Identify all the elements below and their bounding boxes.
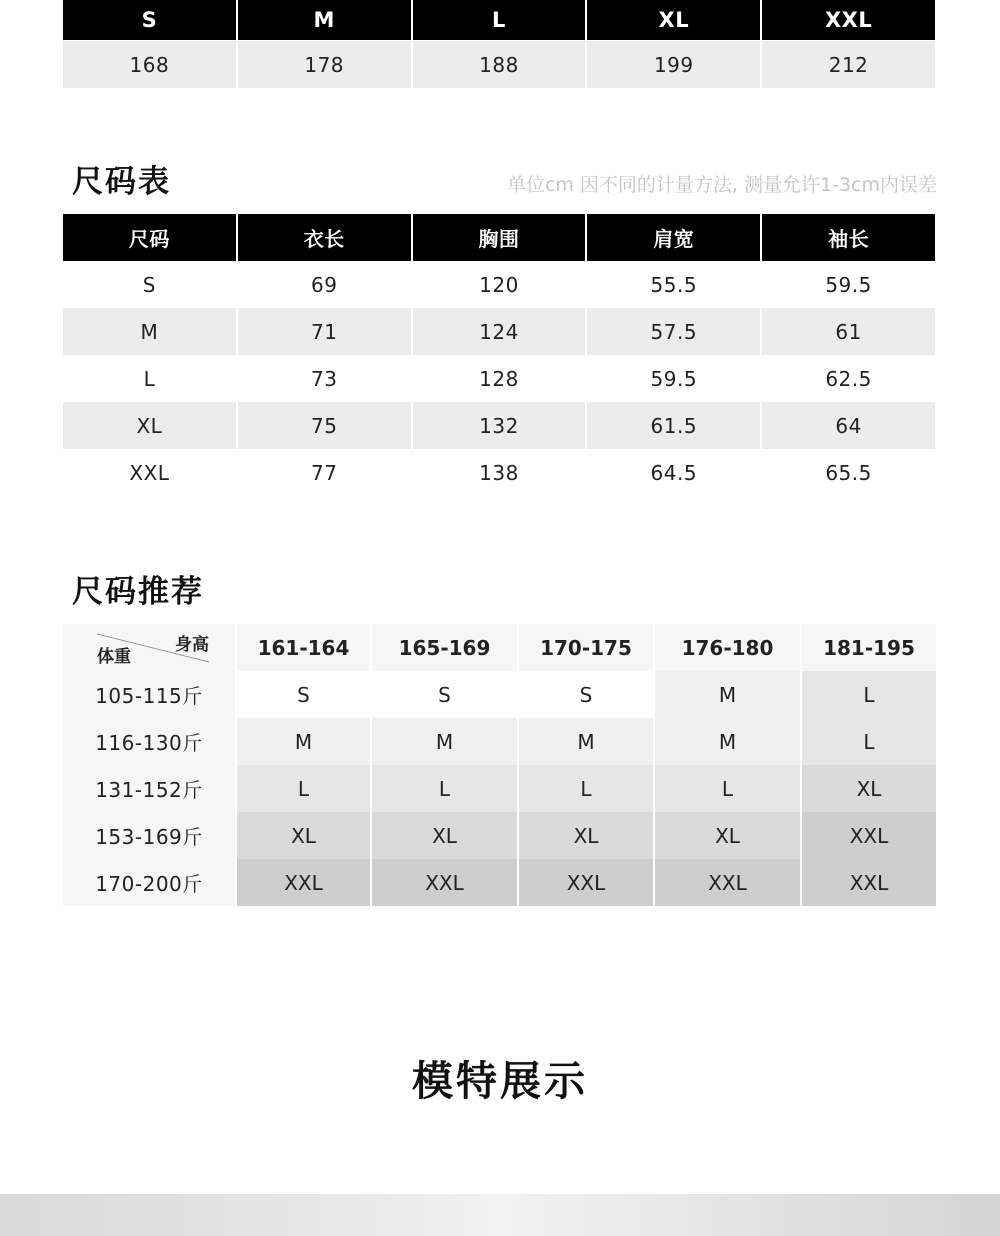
table-header-row xyxy=(63,624,937,671)
table-cell: 59.5 xyxy=(650,366,698,391)
header-cell: 袖长 xyxy=(762,214,935,261)
table-cell: 168 xyxy=(63,41,236,88)
header-cell: L xyxy=(413,0,586,40)
table-cell: 73 xyxy=(310,366,338,391)
header-cell: 胸围 xyxy=(413,214,586,261)
table-cell: 212 xyxy=(762,41,935,88)
table-row xyxy=(63,859,937,906)
table-row xyxy=(63,765,937,812)
table-cell: XL xyxy=(802,765,936,812)
height-axis-label: 身高 xyxy=(175,635,209,655)
table-row xyxy=(63,449,937,496)
model-showcase-title: 模特展示 xyxy=(412,1057,588,1105)
unit-note: 单位cm 因不同的计量方法, 测量允许1-3cm内误差 xyxy=(506,174,937,196)
table-cell: XXL xyxy=(237,859,370,906)
table-cell: 199 xyxy=(587,41,760,88)
table-cell: 188 xyxy=(413,41,586,88)
table-cell: 138 xyxy=(479,460,519,485)
table-cell: 55.5 xyxy=(650,272,698,297)
size-chart-table xyxy=(63,214,937,496)
header-cell: 衣长 xyxy=(238,214,411,261)
weight-header: 116-130斤 xyxy=(63,718,235,765)
table-cell: XXL xyxy=(802,812,936,859)
table-header-row xyxy=(63,214,937,261)
table-cell: S xyxy=(372,671,517,718)
table-cell: 120 xyxy=(479,272,519,297)
table-row xyxy=(63,671,937,718)
table-cell: XL xyxy=(237,812,370,859)
table-cell: L xyxy=(372,765,517,812)
table-row xyxy=(63,812,937,859)
size-recommend-title: 尺码推荐 xyxy=(72,574,204,610)
table-cell: 59.5 xyxy=(825,272,872,297)
table-cell: 132 xyxy=(413,402,586,449)
table-cell: L xyxy=(519,765,653,812)
height-header: 181-195 xyxy=(802,624,936,671)
table-cell: XL xyxy=(655,812,800,859)
weight-axis-label: 体重 xyxy=(97,647,131,667)
table-cell: XL xyxy=(63,402,236,449)
weight-header: 105-115斤 xyxy=(63,671,235,718)
table-cell: 124 xyxy=(413,308,586,355)
height-header: 176-180 xyxy=(655,624,800,671)
table-cell: 178 xyxy=(238,41,411,88)
height-size-table xyxy=(63,0,937,88)
table-row xyxy=(63,41,937,88)
table-row xyxy=(63,402,937,449)
table-row xyxy=(63,308,937,355)
weight-header: 153-169斤 xyxy=(63,812,235,859)
header-cell: S xyxy=(63,0,236,40)
header-cell: 尺码 xyxy=(63,214,236,261)
table-cell: M xyxy=(655,718,800,765)
table-cell: XL xyxy=(519,812,653,859)
table-cell: XL xyxy=(372,812,517,859)
table-cell: 64 xyxy=(762,402,935,449)
table-cell: XXL xyxy=(655,859,800,906)
table-cell: M xyxy=(655,671,800,718)
header-cell: XL xyxy=(587,0,760,40)
header-cell: M xyxy=(238,0,411,40)
table-cell: S xyxy=(519,671,653,718)
table-cell: 75 xyxy=(238,402,411,449)
table-cell: 57.5 xyxy=(587,308,760,355)
table-cell: M xyxy=(372,718,517,765)
table-cell: L xyxy=(802,671,936,718)
table-cell: 64.5 xyxy=(650,460,698,485)
table-cell: XXL xyxy=(519,859,653,906)
table-cell: 65.5 xyxy=(825,460,872,485)
table-cell: S xyxy=(237,671,370,718)
table-cell: XXL xyxy=(802,859,936,906)
table-cell: 69 xyxy=(310,272,338,297)
table-cell: M xyxy=(237,718,370,765)
table-cell: S xyxy=(142,272,156,297)
table-cell: L xyxy=(143,366,156,391)
table-row xyxy=(63,355,937,402)
table-cell: L xyxy=(237,765,370,812)
table-cell: 128 xyxy=(479,366,519,391)
weight-header: 131-152斤 xyxy=(63,765,235,812)
table-cell: 61 xyxy=(762,308,935,355)
table-cell: M xyxy=(519,718,653,765)
header-cell: 肩宽 xyxy=(587,214,760,261)
height-header: 165-169 xyxy=(372,624,517,671)
table-cell: 71 xyxy=(238,308,411,355)
size-chart-title: 尺码表 xyxy=(72,164,171,200)
size-recommend-table xyxy=(63,624,937,906)
table-cell: 62.5 xyxy=(825,366,872,391)
table-cell: XXL xyxy=(129,460,170,485)
table-row xyxy=(63,261,937,308)
table-cell: 61.5 xyxy=(587,402,760,449)
table-cell: L xyxy=(655,765,800,812)
height-header: 161-164 xyxy=(237,624,370,671)
diagonal-divider xyxy=(63,624,235,671)
corner-cell xyxy=(63,624,235,671)
weight-header: 170-200斤 xyxy=(63,859,235,906)
table-header-row xyxy=(63,0,937,40)
table-cell: M xyxy=(63,308,236,355)
table-cell: XXL xyxy=(372,859,517,906)
table-cell: 77 xyxy=(310,460,338,485)
table-cell: L xyxy=(802,718,936,765)
header-cell: XXL xyxy=(762,0,935,40)
height-header: 170-175 xyxy=(519,624,653,671)
model-image-preview xyxy=(0,1194,1000,1236)
table-row xyxy=(63,718,937,765)
